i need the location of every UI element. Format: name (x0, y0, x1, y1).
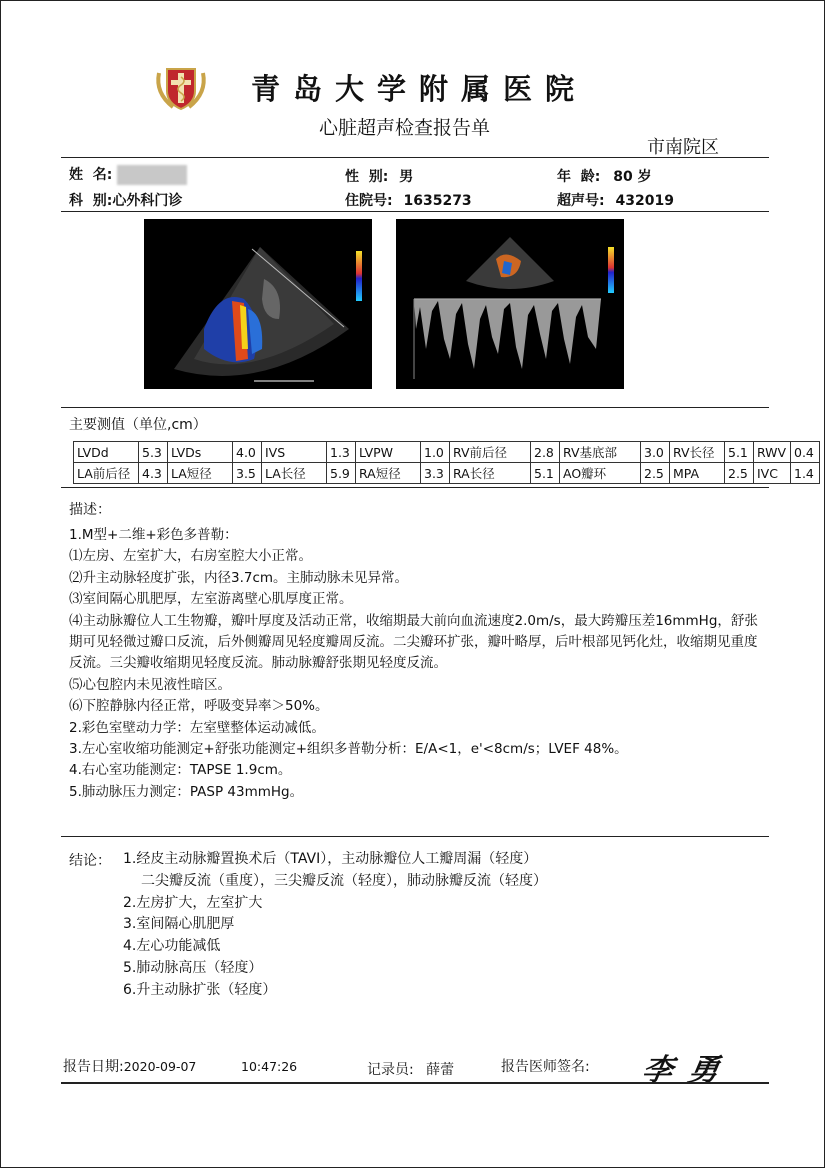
measurement-value: 2.5 (725, 463, 754, 484)
measurement-label: MPA (670, 463, 725, 484)
conclusion-item: 4.左心功能减低 (123, 938, 221, 955)
conclusion-title: 结论： (69, 853, 111, 869)
age-label: 年 龄: (557, 169, 601, 185)
measurement-label: LA长径 (262, 463, 327, 484)
measurement-label: RWV (754, 442, 791, 463)
report-time-value: 10:47:26 (241, 1059, 298, 1074)
report-date-label: 报告日期: (63, 1059, 124, 1075)
gender-value: 男 (399, 169, 414, 185)
measurement-value: 4.0 (233, 442, 262, 463)
measurement-value: 1.4 (791, 463, 820, 484)
report-date-value: 2020-09-07 (123, 1059, 197, 1074)
measurement-value: 5.9 (327, 463, 356, 484)
ultrasound-image-color-doppler (144, 219, 372, 389)
conclusion-item: 5.肺动脉高压（轻度） (123, 959, 263, 976)
measurement-label: LVDs (168, 442, 233, 463)
recorder-value: 薛蕾 (426, 1062, 455, 1078)
measurement-value: 1.3 (327, 442, 356, 463)
description-line: 1.M型+二维+彩色多普勒： (69, 527, 238, 543)
conclusion-item: 1.经皮主动脉瓣置换术后（TAVI），主动脉瓣位人工瓣周漏（轻度） (123, 851, 538, 867)
ultrasound-field (557, 190, 674, 210)
ultrasound-value: 432019 (615, 193, 674, 209)
description-line: 3.左心室收缩功能测定+舒张功能测定+组织多普勒分析：E/A<1，e'<8cm/s；LVEF 48%。 (69, 741, 628, 758)
inpatient-field (345, 190, 472, 210)
conclusion-item: 2.左房扩大，左室扩大 (123, 894, 263, 911)
inpatient-label: 住院号: (345, 193, 393, 209)
divider (61, 836, 769, 837)
description-line: 2.彩色室壁动力学：左室壁整体运动减低。 (69, 719, 325, 736)
hospital-name: 青岛大学附属医院 (251, 72, 588, 106)
patient-name-field (69, 164, 187, 185)
measurement-label: LA前后径 (74, 463, 139, 484)
measurement-label: LA短径 (168, 463, 233, 484)
description-line: 4.右心室功能测定：TAPSE 1.9cm。 (69, 762, 292, 779)
measurement-value: 1.0 (421, 442, 450, 463)
description-body (69, 525, 759, 803)
dept-field (69, 190, 182, 210)
conclusion-item: 3.室间隔心肌肥厚 (123, 916, 235, 933)
description-line: ⑹下腔静脉内径正常，呼吸变异率＞50%。 (69, 698, 329, 715)
divider (61, 1082, 769, 1084)
description-line: ⑴左房、左室扩大，右房室腔大小正常。 (69, 548, 312, 565)
campus-name: 市南院区 (647, 137, 719, 158)
report-date-field (63, 1056, 196, 1076)
measurements-table (73, 441, 820, 484)
measurement-label: IVC (754, 463, 791, 484)
report-title: 心脏超声检查报告单 (319, 117, 491, 139)
measurement-label: RA长径 (450, 463, 531, 484)
hospital-logo-icon (151, 63, 211, 113)
description-line: ⑶室间隔心肌肥厚，左室游离壁心肌厚度正常。 (69, 591, 353, 608)
measurement-value: 0.4 (791, 442, 820, 463)
measurements-title: 主要测值（单位,cm） (69, 417, 207, 433)
measurement-label: RA短径 (356, 463, 421, 484)
gender-field (345, 166, 413, 186)
doctor-signature-label: 报告医师签名: (501, 1059, 590, 1075)
recorder-field (367, 1059, 454, 1079)
measurement-label: AO瓣环 (560, 463, 641, 484)
measurement-value: 3.0 (641, 442, 670, 463)
divider (61, 407, 769, 408)
patient-name-redacted (117, 165, 187, 185)
measurement-label: RV前后径 (450, 442, 531, 463)
name-label: 姓 名: (69, 167, 113, 183)
description-line: 5.肺动脉压力测定：PASP 43mmHg。 (69, 783, 304, 800)
measurement-value: 3.3 (421, 463, 450, 484)
divider (61, 487, 769, 488)
age-value: 80 岁 (613, 169, 652, 185)
dept-value: 心外科门诊 (112, 193, 183, 209)
measurement-label: LVPW (356, 442, 421, 463)
dept-label: 科 别: (69, 193, 113, 209)
description-line: ⑸心包腔内未见液性暗区。 (69, 676, 231, 693)
divider (61, 211, 769, 212)
measurement-label: IVS (262, 442, 327, 463)
measurement-row (74, 442, 820, 463)
measurement-value: 5.1 (531, 463, 560, 484)
description-line: ⑷主动脉瓣位人工生物瓣，瓣叶厚度及活动正常，收缩期最大前向血流速度2.0m/s，最大跨瓣压差16mmHg，舒张期可见轻微过瓣口反流，后外侧瓣周见轻度瓣周反流。二尖瓣环扩张，瓣叶略厚，后叶根部见钙化灶，收缩期见重度反流。三尖瓣收缩期见轻度反流。肺动脉瓣舒张期见轻度反流。 (69, 612, 758, 672)
conclusion-item: 二尖瓣反流（重度），三尖瓣反流（轻度），肺动脉瓣反流（轻度） (141, 872, 547, 889)
doctor-signature: 李勇 (639, 1053, 738, 1088)
divider (61, 157, 769, 158)
measurement-value: 2.5 (641, 463, 670, 484)
ultrasound-label: 超声号: (557, 193, 605, 209)
gender-label: 性 别: (345, 169, 389, 185)
conclusion-body (123, 849, 547, 1002)
measurement-value: 3.5 (233, 463, 262, 484)
measurement-label: RV基底部 (560, 442, 641, 463)
measurement-value: 5.3 (139, 442, 168, 463)
description-line: ⑵升主动脉轻度扩张，内径3.7cm。主肺动脉未见异常。 (69, 569, 409, 586)
measurement-row (74, 463, 820, 484)
description-title: 描述： (69, 502, 111, 518)
inpatient-value: 1635273 (403, 193, 472, 209)
measurement-label: LVDd (74, 442, 139, 463)
ultrasound-image-spectral-doppler (396, 219, 624, 389)
age-field (557, 166, 652, 186)
measurement-label: RV长径 (670, 442, 725, 463)
recorder-label: 记录员: (367, 1062, 414, 1078)
measurement-value: 2.8 (531, 442, 560, 463)
measurement-value: 4.3 (139, 463, 168, 484)
measurement-value: 5.1 (725, 442, 754, 463)
conclusion-item: 6.升主动脉扩张（轻度） (123, 981, 277, 998)
